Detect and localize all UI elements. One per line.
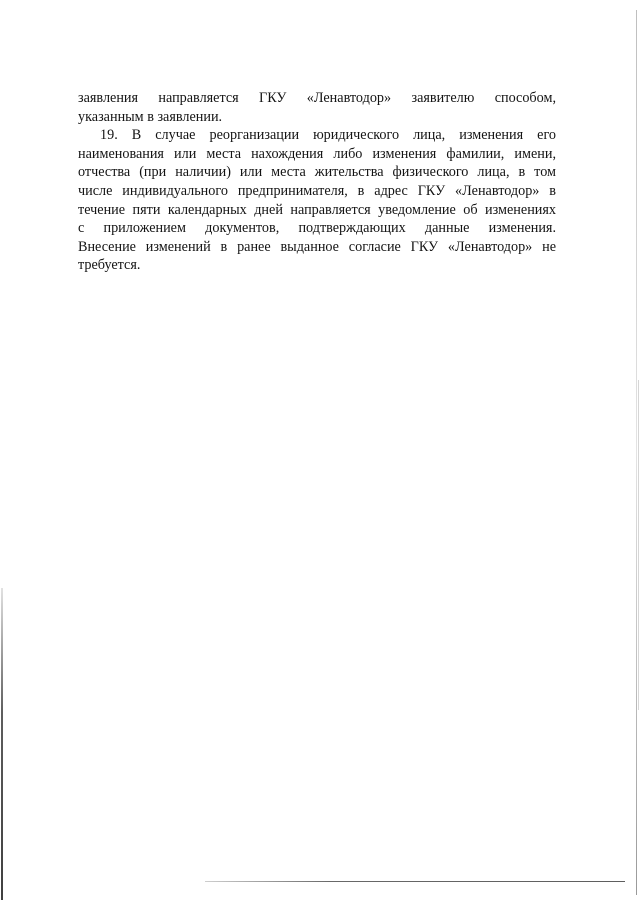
paragraph-19	[78, 126, 556, 275]
text-line: заявления направляется ГКУ «Ленавтодор» заявителю способом,	[78, 90, 556, 106]
text-line: с приложением документов, подтверждающих данные изменения.	[78, 220, 556, 237]
text-line: требуется.	[78, 257, 141, 274]
scan-edge-left	[1, 588, 3, 900]
paragraph-continued	[78, 89, 556, 126]
text-line: указанным в заявлении.	[78, 108, 223, 125]
scan-edge-right	[636, 10, 637, 895]
text-line: наименования или места нахождения либо изменения фамилии, имени,	[78, 145, 556, 162]
text-line: Внесение изменений в ранее выданное согласие ГКУ «Ленавтодор» не	[78, 238, 556, 255]
text-line: 19. В случае реорганизации юридического лица, изменения его	[100, 127, 556, 144]
text-line: числе индивидуального предпринимателя, в адрес ГКУ «Ленавтодор» в	[78, 182, 556, 199]
scan-edge-bottom	[205, 881, 625, 882]
scan-edge-right-inner	[638, 380, 639, 710]
text-line: отчества (при наличии) или места жительства физического лица, в том	[78, 164, 556, 181]
document-body	[78, 89, 556, 275]
text-line: течение пяти календарных дней направляется уведомление об изменениях	[78, 201, 556, 218]
